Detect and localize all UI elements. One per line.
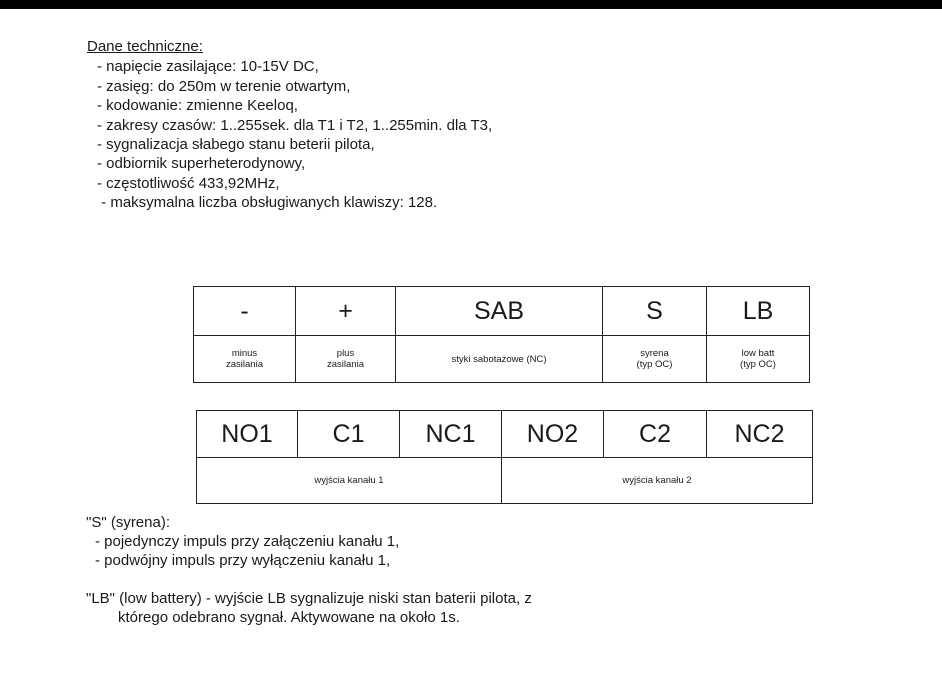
specs-list — [87, 57, 492, 212]
siren-note-item: - pojedynczy impuls przy załączeniu kanału 1, — [95, 533, 400, 550]
terminal-desc-s: syrena (typ OC) — [603, 336, 707, 383]
notes-section — [86, 513, 532, 627]
terminal-table-outputs — [196, 410, 813, 504]
specs-title: Dane techniczne: — [87, 38, 203, 55]
terminal-symbol-s: S — [603, 287, 707, 336]
terminal-symbol-minus: - — [194, 287, 296, 336]
spec-item: - zasięg: do 250m w terenie otwartym, — [97, 77, 351, 95]
spec-item: - kodowanie: zmienne Keeloq, — [97, 97, 298, 115]
spec-item: - zakresy czasów: 1..255sek. dla T1 i T2, 1..255min. dla T3, — [97, 116, 493, 134]
low-battery-note: "LB" (low battery) - wyjście LB sygnalizuje niski stan baterii pilota, z — [86, 590, 532, 607]
terminal-desc-lb: low batt (typ OC) — [707, 336, 810, 383]
technical-specs — [87, 37, 492, 213]
terminal-desc-sab: styki sabotażowe (NC) — [396, 336, 603, 383]
spec-item: - maksymalna liczba obsługiwanych klawiszy: 128. — [97, 194, 438, 212]
terminal-table-power — [193, 286, 810, 383]
low-battery-note-cont: którego odebrano sygnał. Aktywowane na około 1s. — [118, 609, 460, 626]
terminal-symbol-nc1: NC1 — [400, 411, 502, 458]
terminal-symbol-lb: LB — [707, 287, 810, 336]
terminal-symbol-no2: NO2 — [502, 411, 604, 458]
channel-1-outputs-label: wyjścia kanału 1 — [197, 458, 502, 504]
terminal-desc-minus: minus zasilania — [194, 336, 296, 383]
terminal-desc-plus: plus zasilania — [296, 336, 396, 383]
spec-item: - częstotliwość 433,92MHz, — [97, 174, 280, 192]
spec-item: - napięcie zasilające: 10-15V DC, — [97, 58, 319, 76]
terminal-symbol-sab: SAB — [396, 287, 603, 336]
terminal-symbol-nc2: NC2 — [707, 411, 813, 458]
terminal-symbol-c1: C1 — [298, 411, 400, 458]
siren-note-title: "S" (syrena): — [86, 514, 171, 531]
spec-item: - odbiornik superheterodynowy, — [97, 155, 306, 173]
siren-note-item: - podwójny impuls przy wyłączeniu kanału 1, — [95, 552, 391, 569]
terminal-symbol-no1: NO1 — [197, 411, 298, 458]
spec-item: - sygnalizacja słabego stanu beterii pilota, — [97, 136, 375, 154]
top-black-bar — [0, 0, 942, 9]
channel-2-outputs-label: wyjścia kanału 2 — [502, 458, 813, 504]
terminal-symbol-c2: C2 — [604, 411, 707, 458]
terminal-symbol-plus: + — [296, 287, 396, 336]
